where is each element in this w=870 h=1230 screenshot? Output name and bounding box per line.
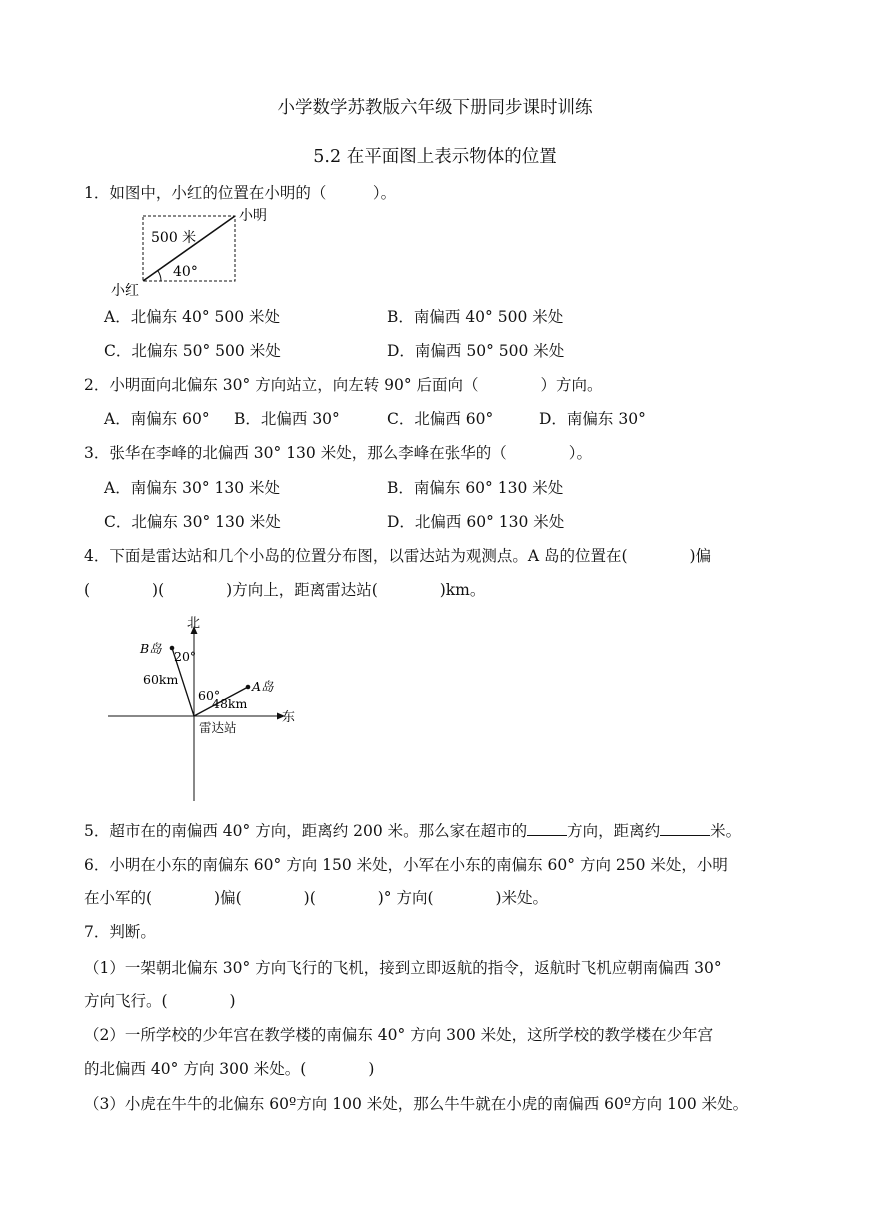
question-2-stem: 2．小明面向北偏东 30° 方向站立，向左转 90° 后面向（ ）方向。	[84, 376, 603, 394]
q2-option-d: D．南偏东 30°	[539, 410, 646, 428]
q5-part3: 米。	[710, 822, 742, 840]
question-1-figure	[100, 198, 300, 300]
q5-distance-blank[interactable]	[660, 821, 710, 836]
page-subtitle: 5.2 在平面图上表示物体的位置	[313, 147, 557, 167]
q7-item-2-line2: 的北偏西 40° 方向 300 米处。( )	[84, 1060, 375, 1078]
q7-item-1-line1: （1）一架朝北偏东 30° 方向飞行的飞机，接到立即返航的指令，返航时飞机应朝南偏西 30°	[84, 959, 722, 977]
question-4-stem-line1: 4．下面是雷达站和几个小岛的位置分布图，以雷达站为观测点。A 岛的位置在( )偏	[84, 547, 712, 565]
question-6-line1: 6．小明在小东的南偏东 60° 方向 150 米处，小军在小东的南偏东 60° 方向 250 米处，小明	[84, 856, 728, 874]
question-3-stem: 3．张华在李峰的北偏西 30° 130 米处，那么李峰在张华的（ ）。	[84, 444, 592, 462]
q4-label-east: 东	[282, 710, 296, 725]
q4-label-dist-a: 48km	[212, 696, 248, 711]
q4-point-a	[246, 685, 251, 690]
q3-option-a: A．南偏东 30° 130 米处	[104, 479, 281, 497]
q2-option-c: C．北偏西 60°	[387, 410, 494, 428]
q4-label-island-a: A岛	[252, 679, 274, 694]
q1-option-c: C．北偏东 50° 500 米处	[104, 342, 281, 360]
q5-part2: 方向，距离约	[567, 822, 661, 840]
q4-label-island-b: B岛	[140, 641, 162, 656]
q1-option-a: A．北偏东 40° 500 米处	[104, 308, 281, 326]
question-6-line2: 在小军的( )偏( )( )° 方向( )米处。	[84, 889, 549, 907]
question-4-stem-line2: ( )( )方向上，距离雷达站( )km。	[84, 581, 486, 599]
q1-option-b: B．南偏西 40° 500 米处	[387, 308, 564, 326]
q7-item-1-line2: 方向飞行。( )	[84, 992, 236, 1010]
q5-part1: 5．超市在的南偏西 40° 方向，距离约 200 米。那么家在超市的	[84, 822, 528, 840]
q1-label-xiaoming: 小明	[239, 208, 267, 224]
question-7-stem: 7．判断。	[84, 923, 156, 941]
q2-option-b: B．北偏西 30°	[234, 410, 340, 428]
q1-angle-arc	[158, 271, 161, 281]
q3-option-b: B．南偏东 60° 130 米处	[387, 479, 564, 497]
q4-label-dist-b: 60km	[143, 672, 179, 687]
q3-option-d: D．北偏西 60° 130 米处	[387, 513, 565, 531]
q1-label-angle: 40°	[173, 264, 198, 280]
page-title: 小学数学苏教版六年级下册同步课时训练	[277, 98, 593, 118]
q4-label-angle-b: 20°	[174, 649, 197, 664]
question-1-stem: 1．如图中，小红的位置在小明的（ ）。	[84, 184, 397, 202]
q4-label-angle-a: 60°	[198, 688, 221, 703]
question-4-figure	[100, 610, 310, 806]
q7-item-3-line1: （3）小虎在牛牛的北偏东 60º方向 100 米处，那么牛牛就在小虎的南偏西 60º方向 100 米处。	[84, 1095, 749, 1113]
q2-option-a: A．南偏东 60°	[104, 410, 210, 428]
q4-label-north: 北	[187, 616, 201, 631]
q4-label-station: 雷达站	[199, 720, 237, 735]
q3-option-c: C．北偏东 30° 130 米处	[104, 513, 281, 531]
q1-label-distance: 500 米	[151, 230, 197, 246]
q1-label-xiaohong: 小红	[111, 283, 139, 299]
q5-direction-blank[interactable]	[527, 821, 567, 836]
q1-option-d: D．南偏西 50° 500 米处	[387, 342, 565, 360]
question-5	[84, 821, 741, 841]
q7-item-2-line1: （2）一所学校的少年宫在教学楼的南偏东 40° 方向 300 米处，这所学校的教学楼在少年宫	[84, 1026, 714, 1044]
